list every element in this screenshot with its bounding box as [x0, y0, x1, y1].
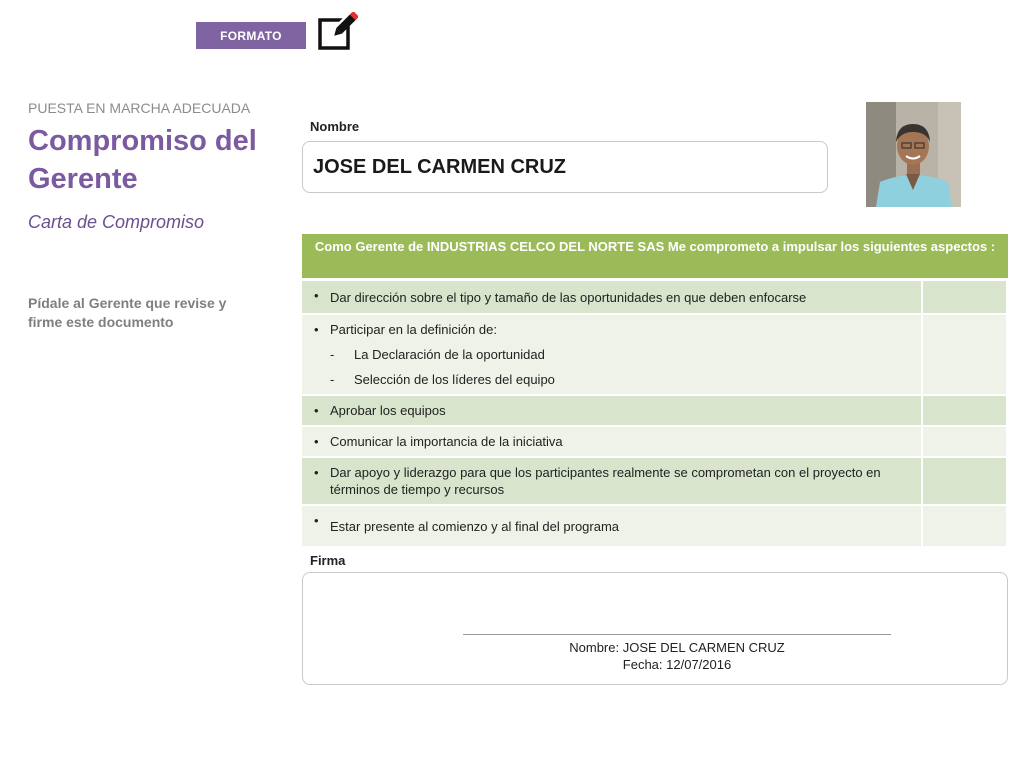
signature-date: Fecha: 12/07/2016	[622, 657, 732, 672]
table-row	[302, 506, 1008, 548]
name-label: Nombre	[310, 119, 360, 134]
section-eyebrow: PUESTA EN MARCHA ADECUADA	[28, 100, 251, 116]
check-cell[interactable]	[923, 427, 1008, 458]
sub-item: - La Declaración de la oportunidad	[330, 346, 913, 363]
check-cell[interactable]	[923, 281, 1008, 315]
commitments-header: Como Gerente de INDUSTRIAS CELCO DEL NORTE SAS Me comprometo a impulsar los siguientes aspectos :	[302, 234, 1008, 281]
check-cell[interactable]	[923, 506, 1008, 548]
signature-line	[463, 634, 891, 635]
page-subtitle: Carta de Compromiso	[28, 212, 205, 232]
table-row	[302, 458, 1008, 506]
signature-label: Firma	[310, 553, 346, 568]
name-field[interactable]: JOSE DEL CARMEN CRUZ	[302, 141, 828, 193]
table-row	[302, 396, 1008, 427]
table-row	[302, 315, 1008, 396]
table-row	[302, 281, 1008, 315]
signature-details	[463, 639, 891, 673]
manager-photo	[866, 102, 961, 207]
commitment-text: • Aprobar los equipos	[302, 396, 923, 427]
check-cell[interactable]	[923, 315, 1008, 396]
commitment-text: • Comunicar la importancia de la iniciativa	[302, 427, 923, 458]
signature-box[interactable]	[302, 572, 1008, 685]
formato-badge: FORMATO	[196, 22, 306, 49]
signature-name: Nombre: JOSE DEL CARMEN CRUZ	[569, 640, 785, 655]
commitment-text: • Dar apoyo y liderazgo para que los participantes realmente se comprometan con el proyecto en términos de tiempo y recursos	[302, 458, 923, 506]
instruction-text: Pídale al Gerente que revise y firme este documento	[28, 295, 227, 330]
commitment-text: • Participar en la definición de: - La Declaración de la oportunidad - Selección de los líderes del equipo	[302, 315, 923, 396]
table-row	[302, 427, 1008, 458]
check-cell[interactable]	[923, 458, 1008, 506]
check-cell[interactable]	[923, 396, 1008, 427]
page-title: Compromiso del Gerente	[28, 125, 257, 195]
edit-document-icon	[318, 12, 358, 52]
sub-item: - Selección de los líderes del equipo	[330, 371, 913, 388]
commitment-text: • Estar presente al comienzo y al final del programa	[302, 506, 923, 548]
commitments-table	[302, 234, 1008, 548]
commitment-text: • Dar dirección sobre el tipo y tamaño de las oportunidades en que deben enfocarse	[302, 281, 923, 315]
